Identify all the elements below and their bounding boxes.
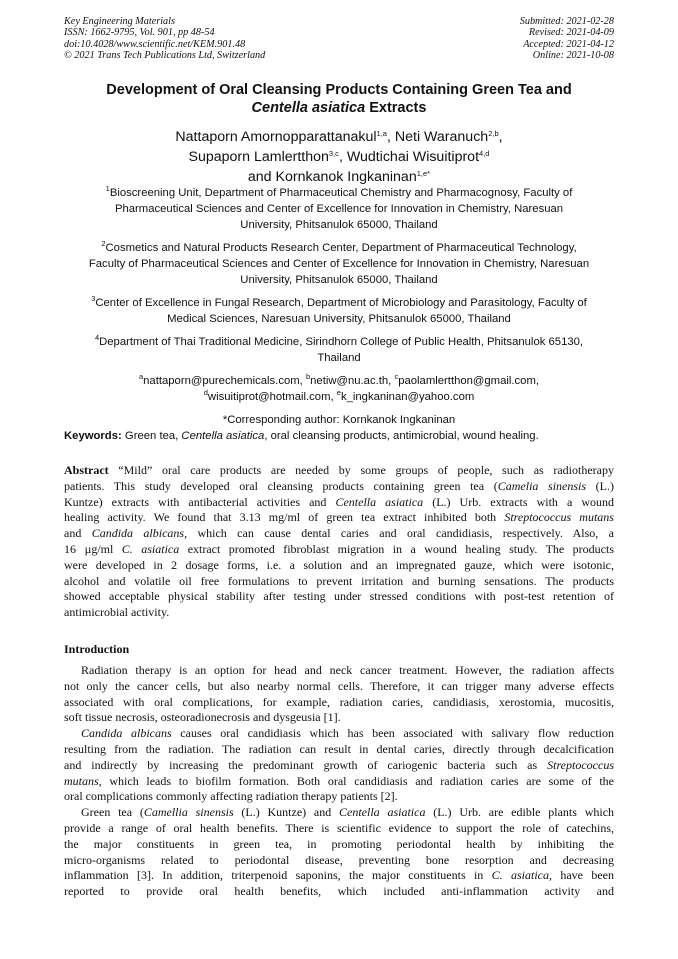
abstract-line (64, 463, 614, 479)
intro-line: reported to provide oral health benefits, which included anti-inflammation activity and (64, 884, 614, 899)
aff-text: Bioscreening Unit, Department of Pharmaceutical Chemistry and Pharmacognosy, Faculty of (109, 187, 573, 199)
abstract-text: Camelia sinensis (497, 478, 587, 493)
intro-line: soft tissue necrosis, osteoradionecrosis and dysgeusia [1]. (64, 710, 341, 725)
email-list (64, 373, 614, 428)
aff-sup: 4 (94, 333, 100, 342)
keywords-text: Centella asiatica (181, 430, 265, 442)
author-sup: 3,c (328, 149, 339, 158)
aff-sup: 2 (101, 239, 106, 248)
intro-line: associated with oral complications, for example, radiation caries, candidiasis, xerostomia, mucositis, (64, 694, 614, 709)
affiliation-4 (64, 334, 614, 366)
intro-text: Camellia sinensis (143, 805, 234, 820)
author-name: , Neti Waranuch (386, 129, 489, 145)
aff-text: Cosmetics and Natural Products Research Center, Department of Pharmaceutical Technology, (105, 242, 577, 254)
intro-line: Radiation therapy is an option for head and neck cancer treatment. However, the radiation affects (81, 663, 614, 677)
affiliation-1 (64, 185, 614, 233)
keywords-text: , oral cleansing products, antimicrobial, wound healing. (264, 430, 539, 442)
journal-name: Key Engineering Materials (64, 16, 175, 27)
intro-text: mutans, (64, 773, 102, 788)
doi: doi:10.4028/www.scientific.net/KEM.901.48 (64, 38, 246, 50)
email-sup: e (336, 388, 341, 397)
abstract-text: C. asiatica (121, 541, 180, 556)
email-sup: b (305, 372, 311, 381)
author-sup: 2,b (488, 129, 499, 138)
issn: ISSN: 1662-9795, Vol. 901, pp 48-54 (64, 27, 215, 39)
abstract-text: patients. This study developed oral cleansing products containing green tea ( (64, 478, 498, 493)
author-name: Nattaporn Amornopparattanakul (175, 129, 377, 145)
intro-line: provide a range of oral health benefits. There is scientific evidence to support the role of catechins, (64, 820, 614, 835)
email-link[interactable]: nattaporn@purechemicals.com, (143, 375, 303, 387)
aff-text: University, Phitsanulok 65000, Thailand (240, 219, 438, 231)
corresponding-author: *Corresponding author: Kornkanok Ingkaninan (222, 414, 456, 426)
intro-text: C. asiatica, (491, 868, 552, 883)
intro-line: micro-organisms related to periodontal disease, preventing bone resorption and decreasing (64, 852, 614, 867)
abstract-text: Kuntze) extracts with antibacterial activities and (64, 494, 336, 509)
keywords (64, 429, 614, 444)
abstract-text: healing activity. We found that 3.13 mg/ml of green tea extract inhibited both (64, 510, 505, 525)
intro-text: and indirectly by increasing the predominant growth of cariogenic bacteria such as (64, 757, 548, 772)
abstract-line (64, 510, 614, 526)
affiliation-3 (64, 295, 614, 327)
intro-line (64, 868, 614, 884)
aff-text: Pharmaceutical Sciences and Center of Excellence for Innovation in Chemistry, Naresuan (114, 203, 564, 215)
abstract-text: Candida albicans, (91, 526, 188, 541)
abstract-text: (L.) (586, 478, 615, 493)
abstract-line: alcohol and volatile oil free formulations to prevent irritation and burning sensations. The products (64, 573, 614, 588)
aff-sup: 3 (91, 294, 96, 303)
title-line-1: Development of Oral Cleansing Products Containing Green Tea and (106, 82, 572, 98)
affiliation-2 (64, 240, 614, 288)
journal-header (64, 16, 265, 62)
intro-text: which leads to biofilm formation. Both oral candidiasis and radiation caries are some of the (101, 773, 614, 788)
aff-text: Medical Sciences, Naresuan University, Phitsanulok 65000, Thailand (167, 313, 511, 325)
abstract-text: (L.) Urb. extracts with a wound (423, 494, 614, 509)
authors-line-2 (64, 147, 614, 167)
author-sep: , (498, 129, 503, 145)
accepted-date: Accepted: 2021-04-12 (523, 38, 614, 50)
email-sup: c (394, 372, 399, 381)
copyright: © 2021 Trans Tech Publications Ltd, Switzerland (64, 50, 266, 62)
intro-line (64, 758, 614, 774)
keywords-label: Keywords: (64, 430, 122, 442)
aff-sup: 1 (105, 184, 110, 193)
author-name: Supaporn Lamlertthon (188, 149, 329, 165)
abstract-text: Streptococcus mutans (504, 510, 614, 525)
intro-text: Centella asiatica (339, 805, 426, 820)
intro-text: causes oral candidiasis which has been associated with salivary flow reduction (171, 726, 614, 741)
abstract-line (64, 495, 614, 511)
title-species: Centella asiatica (251, 99, 366, 116)
authors-line-1 (64, 127, 614, 147)
authors-line-3 (64, 167, 614, 187)
intro-text: have been (552, 868, 614, 883)
author-sup: 4,d (479, 149, 490, 158)
intro-line: not only the cancer cells, but also nearby normal cells. Therefore, it can trigger many adverse effects (64, 678, 614, 693)
intro-text: Candida albicans (81, 726, 172, 741)
abstract-text: Centella asiatica (335, 494, 424, 509)
intro-line (64, 805, 614, 821)
intro-line: resulting from the radiation. The radiation can result in dental caries, directly through decalcification (64, 741, 614, 756)
abstract-text: “Mild” oral care products are needed by some groups of people, such as radiotherapy (108, 463, 614, 477)
abstract-line: antimicrobial activity. (64, 605, 170, 620)
abstract (64, 463, 614, 621)
intro-text: inflammation [3]. In addition, triterpenoid saponins, the major constituents in (64, 868, 492, 883)
aff-text: Faculty of Pharmaceutical Sciences and Center of Excellence for Innovation in Chemistry, Naresuan (88, 258, 590, 270)
affiliations (64, 185, 614, 428)
abstract-text: and (64, 526, 92, 541)
email-sup: d (203, 388, 208, 397)
abstract-text: which can cause dental caries and oral candidiasis, respectively. Also, a (187, 526, 614, 541)
intro-line (64, 774, 614, 790)
author-list (64, 127, 614, 187)
aff-text: University, Phitsanulok 65000, Thailand (240, 274, 438, 286)
email-sup: a (138, 372, 144, 381)
abstract-line (64, 479, 614, 495)
aff-text: Thailand (317, 352, 361, 364)
email-link[interactable]: wisuitiprot@hotmail.com, (207, 391, 337, 403)
revised-date: Revised: 2021-04-09 (528, 27, 614, 39)
intro-text: Green tea ( (81, 805, 144, 820)
intro-text: (L.) Kuntze) and (233, 805, 340, 820)
email-link[interactable]: netiw@nu.ac.th, (310, 375, 395, 387)
intro-text: Streptococcus (547, 757, 614, 772)
title-line-2 (64, 100, 614, 118)
keywords-text: Green tea, (121, 430, 182, 442)
submitted-date: Submitted: 2021-02-28 (519, 16, 614, 27)
title-suffix: Extracts (365, 99, 427, 116)
online-date: Online: 2021-10-08 (532, 50, 614, 62)
author-name: and Kornkanok Ingkaninan (247, 169, 417, 185)
email-link[interactable]: paolamlertthon@gmail.com, (398, 375, 540, 387)
abstract-line (64, 542, 614, 558)
introduction-body (64, 663, 614, 900)
abstract-text: 16 µg/ml (64, 541, 122, 556)
intro-line (64, 726, 614, 742)
abstract-label: Abstract (64, 463, 109, 477)
section-heading-introduction: Introduction (64, 642, 130, 656)
abstract-line: showed acceptable physical stability after testing under stressed conditions with post-test retention of (64, 589, 614, 604)
intro-line: the major constituents in green tea, in promoting periodontal health by inhibiting the (64, 836, 614, 851)
author-name: , Wudtichai Wisuitiprot (338, 149, 480, 165)
abstract-line: were developed in 2 dosage forms, i.e. a solution and an impregnated gauze, which were isotonic, (64, 557, 614, 572)
author-sup: 1,a (376, 129, 387, 138)
abstract-line (64, 526, 614, 542)
paper-title (64, 82, 614, 117)
email-link[interactable]: k_ingkaninan@yahoo.com (340, 391, 475, 403)
aff-text: Department of Thai Traditional Medicine, Sirindhorn College of Public Health, Phitsanulok 65130, (99, 336, 584, 348)
intro-line: oral complications commonly affecting radiation therapy patients [2]. (64, 789, 398, 804)
author-sup: 1,e* (416, 169, 431, 178)
abstract-text: extract promoted fibroblast migration in a wound healing study. The products (179, 541, 614, 556)
dates-header (520, 16, 614, 62)
intro-text: (L.) Urb. are edible plants which (425, 805, 615, 820)
aff-text: Center of Excellence in Fungal Research, Department of Microbiology and Parasitology, Faculty of (95, 297, 587, 309)
